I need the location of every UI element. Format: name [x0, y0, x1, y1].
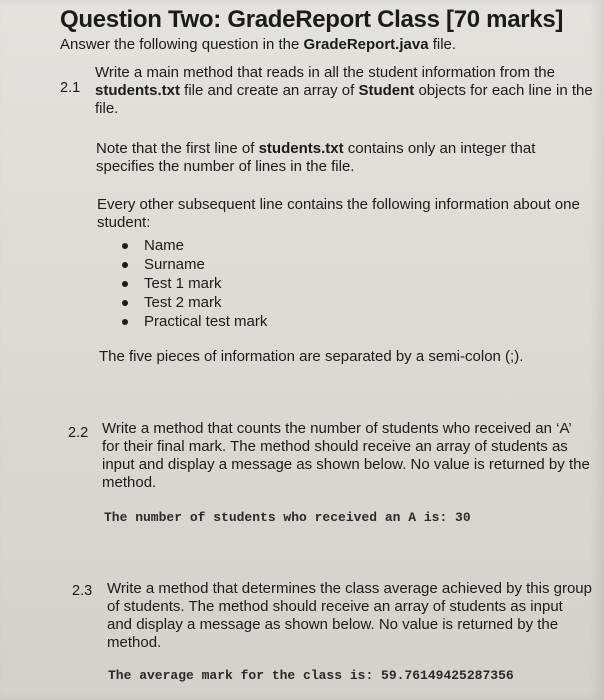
student-fields-list [118, 236, 267, 331]
q21-p2-b: contains only an integer that specifies the number of lines in the file. [96, 140, 536, 175]
q21-p1-b: file and create an array of [180, 82, 359, 99]
question-2-2-text: Write a method that counts the number of students who received an ‘A’ for their final mark. The method should receive an array of students as input and display a message as shown below. No value is returned by the method. [102, 420, 590, 491]
list-item: Test 2 mark [118, 293, 267, 312]
question-2-3-text: Write a method that determines the class average achieved by this group of students. The method should receive an array of students as input and display a message as shown below. No value is returned by the method. [107, 580, 592, 651]
question-2-1-info: Every other subsequent line contains the following information about one student: [97, 196, 580, 231]
question-2-1-separator-note: The five pieces of information are separated by a semi-colon (;). [99, 348, 524, 365]
q21-p1-file: students.txt [95, 82, 181, 99]
instruction-file: GradeReport.java [303, 36, 429, 53]
list-item: Name [118, 236, 267, 255]
list-item: Practical test mark [118, 312, 267, 331]
instruction-text: Answer the following question in the [60, 36, 304, 53]
q21-p2-a: Note that the first line of [96, 140, 259, 157]
q21-p2-file: students.txt [258, 140, 344, 157]
q21-p1-class: Student [358, 82, 415, 99]
list-item: Surname [118, 255, 267, 274]
instruction-suffix: file. [428, 36, 457, 53]
question-number-2-1: 2.1 [60, 80, 81, 96]
q21-p1-a: Write a main method that reads in all the student information from the [95, 64, 555, 81]
question-title: Question Two: GradeReport Class [70 marks] [60, 6, 564, 33]
instruction-line [60, 36, 456, 53]
question-2-3-sample-output: The average mark for the class is: 59.76149425287356 [108, 668, 514, 683]
question-number-2-2: 2.2 [68, 425, 89, 441]
question-2-1-note [96, 140, 576, 176]
q21-p1-c: objects for each line in the file. [95, 82, 593, 117]
list-item: Test 1 mark [118, 274, 267, 293]
question-2-1-text [95, 64, 595, 118]
question-number-2-3: 2.3 [72, 583, 93, 599]
question-2-2-sample-output: The number of students who received an A is: 30 [104, 510, 471, 525]
